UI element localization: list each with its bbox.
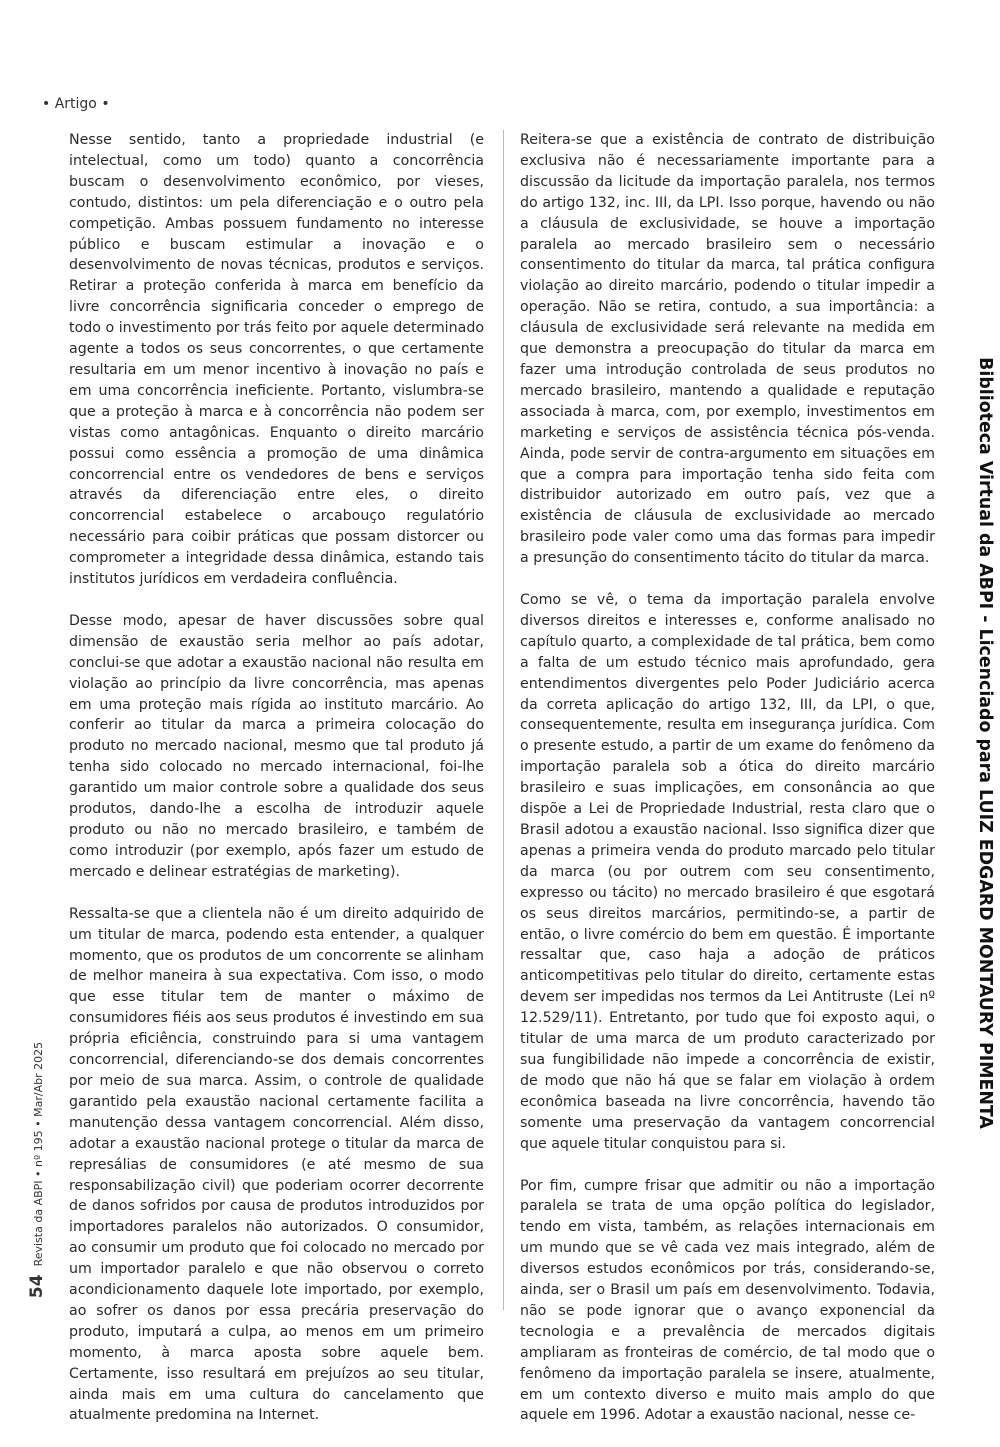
paragraph: Nesse sentido, tanto a propriedade industrial (e intelectual, como um todo) quanto a concorrência buscam o desenvolvimento econômico, por vieses, contudo, distintos: um pela diferenciação e o outro pela competição. Ambas possuem fundamento no interesse público e buscam estimular a inovação e o desenvolvimento de novas técnicas, produtos e serviços. Retirar a proteção conferida à marca em benefício da livre concorrência significaria conceder o emprego de todo o investimento por trás feito por aquele determinado agente a todos os seus concorrentes, o que certamente resultaria em um menor incentivo à inovação no país e em uma concorrência ineficiente. Portanto, vislumbra-se que a proteção à marca e à concorrência não podem ser vistas como antagônicas. Enquanto o direito marcário possui como essência a promoção de uma dinâmica concorrencial entre os vendedores de bens e serviços através da diferenciação entre eles, o direito concorrencial estabelece o arcabouço regulatório necessário para coibir práticas que possam distorcer ou comprometer a integridade dessa dinâmica, estando tais institutos jurídicos em verdadeira confluência. xyxy=(69,132,484,588)
right-column xyxy=(520,130,935,1447)
page-footer xyxy=(22,1020,52,1320)
paragraph: Como se vê, o tema da importação paralela envolve diversos direitos e interesses e, conforme analisado no capítulo quarto, a complexidade de tal prática, bem como a falta de um estudo técnico mais aprofundado, gera entendimentos divergentes pelo Poder Judiciário acerca da correta aplicação do artigo 132, III, da LPI, o que, consequentemente, resulta em insegurança jurídica. Com o presente estudo, a partir de um exame do fenômeno da importação paralela sob a ótica do direito marcário brasileiro e suas implicações, em consonância ao que dispõe a Lei de Propriedade Industrial, resta claro que o Brasil adotou a exaustão nacional. Isso significa dizer que apenas a primeira venda do produto marcado pelo titular da marca (ou por outrem com seu consentimento, expresso ou tácito) no mercado brasileiro é que esgotará os seus direitos marcários, permitindo-se, a partir de então, o livre comércio do bem em questão. É importante ressaltar que, caso haja a adoção de práticos anticompetitivas pelo titular do direito, certamente estas devem ser impedidas nos termos da Lei Antitruste (Lei nº 12.529/11). Entretanto, por tudo que foi exposto aqui, o titular de uma marca de um produto caracterizado por sua fungibilidade não impede a concorrência de existir, de modo que não há que se falar em violação à ordem econômica baseada na livre concorrência, havendo tão somente uma preservação da vantagem concorrencial que aquele titular conquistou para si. xyxy=(520,592,935,1152)
paragraph: Por fim, cumpre frisar que admitir ou não a importação paralela se trata de uma opção política do legislador, tendo em vista, também, as relações internacionais em um mundo que se vê cada vez mais integrado, além de diversos estudos econômicos por trás, considerando-se, ainda, ser o Brasil um país em desenvolvimento. Todavia, não se pode ignorar que o avanço exponencial da tecnologia e a prevalência de mercados digitais ampliaram as fronteiras de comércio, de tal modo que o fenômeno da importação paralela se insere, atualmente, em um contexto diverso e muito mais amplo do que aquele em 1996. Adotar a exaustão nacional, nesse ce- xyxy=(520,1177,935,1424)
journal-info: Revista da ABPI • nº 195 • Mar/Abr 2025 xyxy=(32,1041,45,1267)
section-label: • Artigo • xyxy=(42,96,110,112)
paragraph: Ressalta-se que a clientela não é um direito adquirido de um titular de marca, podendo esta entender, a qualquer momento, que os produtos de um concorrente se alinham de melhor maneira à sua expectativa. Com isso, o modo que esse titular tem de manter o máximo de consumidores fiéis aos seus produtos é investindo em sua própria eficiência, construindo para si uma vantagem concorrencial, diferenciando-se dos demais concorrentes por meio de sua marca. Assim, o controle de qualidade garantido pela exaustão nacional certamente facilita a manutenção dessa vantagem concorrencial. Além disso, adotar a exaustão nacional protege o titular da marca de represálias de consumidores (e até mesmo de sua responsabilização civil) que poderiam ocorrer decorrente de danos sofridos por causa de produtos introduzidos por importadores paralelos não autorizados. O consumidor, ao consumir um produto que foi colocado no mercado por um importador paralelo e que não observou o correto acondicionamento daquele lote importado, por exemplo, ao sofrer os danos por essa precária preservação do produto, imputará a culpa, ao menos em um primeiro momento, à marca aposta sobre aquele bem. Certamente, isso resultará em prejuízos ao seu titular, ainda mais em uma cultura do cancelamento que atualmente predomina na Internet. xyxy=(69,905,484,1424)
column-divider xyxy=(503,130,504,1310)
page-number: 54 xyxy=(27,1274,47,1299)
left-column xyxy=(69,130,484,1447)
paragraph: Reitera-se que a existência de contrato de distribuição exclusiva não é necessariamente importante para a discussão da licitude da importação paralela, nos termos do artigo 132, inc. III, da LPI. Isso porque, havendo ou não a cláusula de exclusividade, se houve a importação paralela ao mercado brasileiro sem o necessário consentimento do titular da marca, tal prática configura violação ao direito marcário, podendo o titular impedir a operação. Não se retira, contudo, a sua importância: a cláusula de exclusividade será relevante na medida em que demonstra a preocupação do titular da marca em fazer uma introdução controlada de seus produtos no mercado brasileiro, mantendo a qualidade e reputação associada à marca, com, por exemplo, investimentos em marketing e serviços de assistência técnica pós-venda. Ainda, pode servir de contra-argumento em situações em que a compra para importação tenha sido feita com distribuidor autorizado em outro país, vez que a existência de cláusula de exclusividade ao mercado brasileiro pode valer como uma das formas para impedir a presunção do consentimento tácito do titular da marca. xyxy=(520,132,935,567)
license-banner-text: Biblioteca Virtual da ABPI - Licenciado para LUIZ EDGARD MONTAURY PIMENTA xyxy=(975,357,995,1129)
paragraph: Desse modo, apesar de haver discussões sobre qual dimensão de exaustão seria melhor ao país adotar, conclui-se que adotar a exaustão nacional não resulta em violação ao princípio da livre concorrência, mas apenas em uma proteção mais rígida ao instituto marcário. Ao conferir ao titular da marca a primeira colocação do produto no mercado nacional, mesmo que tal produto já tenha sido colocado no mercado internacional, foi-lhe garantido um maior controle sobre a qualidade dos seus produtos, dando-lhe a escolha de introduzir aquele produto ou não no mercado brasileiro, e também de como introduzir (por exemplo, após fazer um estudo de mercado e delinear estratégias de marketing). xyxy=(69,612,484,880)
license-banner xyxy=(965,283,1000,1203)
